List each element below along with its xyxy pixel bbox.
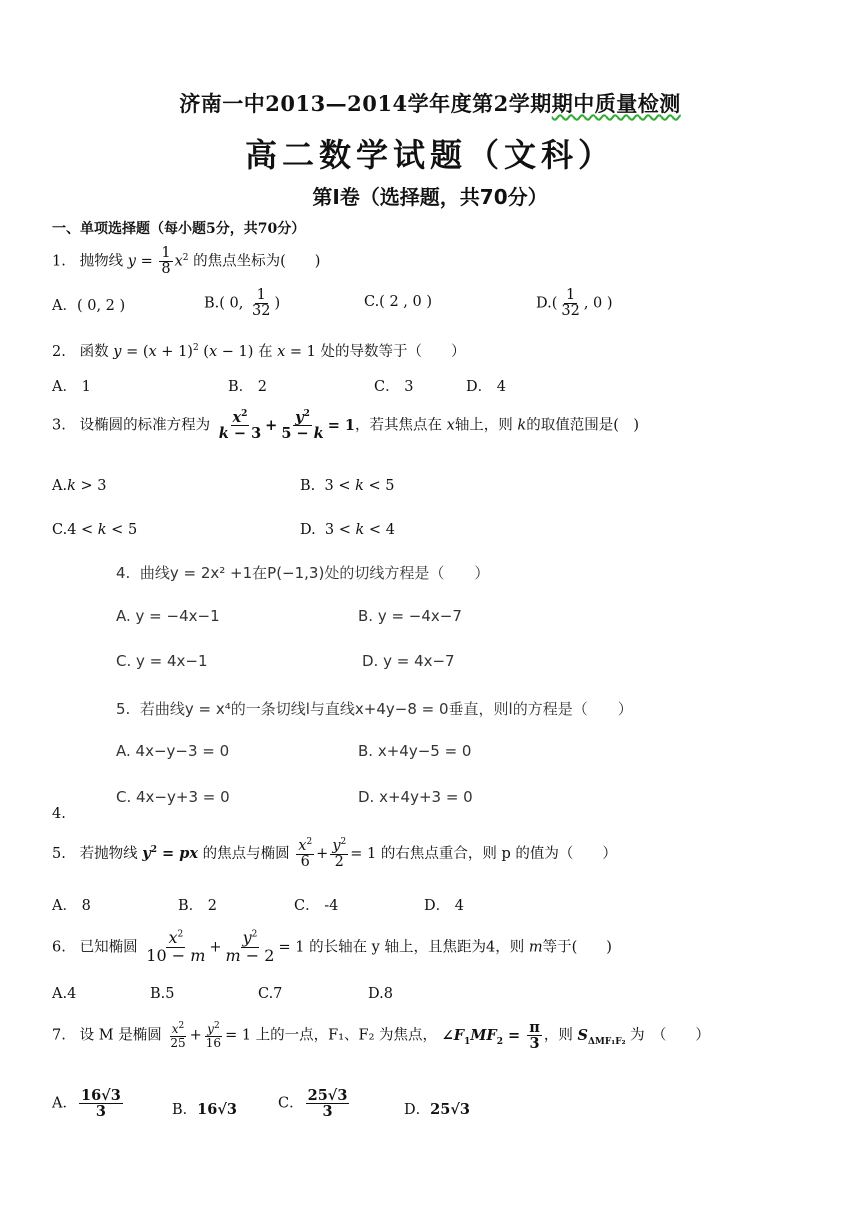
question-5-inserted <box>116 698 633 719</box>
option-a: A． $\frac{16√3}{3}$ <box>52 1087 121 1121</box>
option-d: D. x+4y+3 = 0 <box>358 788 473 806</box>
option-d: D． 4 <box>424 898 464 914</box>
option-c: C. y = 4x−1 <box>116 652 208 670</box>
option-b: B．16√3 <box>172 1101 237 1118</box>
option-c: C． $\frac{25√3}{3}$ <box>278 1087 348 1121</box>
option-c: C.4 < k < 5 <box>52 522 138 538</box>
question-number: 6. <box>52 939 66 956</box>
question-text: 的焦点与椭圆 <box>202 846 290 863</box>
option-a: A. y = −4x−1 <box>116 607 220 625</box>
question-text: 等于( ) <box>542 939 612 956</box>
option-a: A.4 <box>52 986 77 1002</box>
question-text: 函数 <box>79 344 109 360</box>
question-text: 设椭圆的标准方程为 <box>79 417 211 434</box>
question-2: 2. 函数 $y = (x + 1)^2$ (x − 1) 在 x = 1 处的导数等于（ ） <box>52 343 466 360</box>
question-7: 7. 设 M 是椭圆 $\frac{x^2}{25}$ + $\frac{y^2}{16}$ = 1 上的一点，F₁、F₂ 为焦点， $\angle F_1MF_2$ = $\frac{\pi}{3}$ ，则 $S_{\Delta MF_1F_2}$ 为 （ ） <box>52 1019 710 1053</box>
option-b: B． 2 <box>178 898 217 914</box>
question-text: 的取值范围是( ) <box>526 417 640 434</box>
option-a: A.k > 3 <box>52 478 107 494</box>
question-1: 1. 抛物线 y = $\frac{1}{8}$ $x^2$ 的焦点坐标为( ) <box>52 245 321 278</box>
question-text: 曲线y = 2x² +1在P(−1,3)处的切线方程是（ ） <box>139 564 490 582</box>
subject-title: 高二数学试题（文科） <box>244 136 615 174</box>
question-5: 5. 若抛物线 $y^2$ = px 的焦点与椭圆 $\frac{x^2}{6}$ + $\frac{y^2}{2}$ = 1 的右焦点重合，则 p 的值为（ ） <box>52 837 617 871</box>
question-text: 上的一点，F₁、F₂ 为焦点， <box>255 1027 438 1044</box>
question-text: 为 （ ） <box>630 1027 710 1044</box>
question-text: 的焦点坐标为( ) <box>193 253 321 270</box>
option-b: B. 3 < k < 5 <box>300 478 395 494</box>
question-text: 在 <box>258 344 273 360</box>
question-text: ，若其焦点在 <box>355 417 443 434</box>
option-d: D. 3 < k < 4 <box>300 522 395 538</box>
exam-header-title-part1: 济南一中2013—2014学年度第2学期 <box>179 91 552 116</box>
option-d: D． 4 <box>466 379 506 395</box>
question-text: 的右焦点重合，则 p 的值为（ ） <box>380 846 617 863</box>
volume-title: 第Ⅰ卷（选择题，共70分） <box>312 185 548 209</box>
exam-header-title <box>0 88 860 118</box>
question-text: 若曲线y = x⁴的一条切线l与直线x+4y−8 = 0垂直，则l的方程是（ ） <box>139 700 633 718</box>
question-3: 3. 设椭圆的标准方程为 $\frac{x^2}{k - 3}$ + $\frac{y^2}{5 - k}$ = 1，若其焦点在 x轴上，则 k的取值范围是( ) <box>52 409 640 443</box>
option-c: C.( 2 , 0 ) <box>364 294 432 310</box>
question-text: ，则 <box>543 1027 573 1044</box>
option-c: C． -4 <box>294 898 339 914</box>
question-text: 设 M 是椭圆 <box>79 1027 162 1044</box>
question-text: 的长轴在 y 轴上，且焦距为4，则 <box>309 939 525 956</box>
question-4-inserted <box>116 562 489 583</box>
option-b: B.5 <box>150 986 175 1002</box>
question-number: 2. <box>52 344 66 360</box>
option-a: A. 4x−y−3 = 0 <box>116 742 230 760</box>
exam-header-title-part2: 期中质量检测 <box>551 91 681 116</box>
question-number: 3. <box>52 417 66 434</box>
question-text: 轴上，则 <box>454 417 513 434</box>
question-number: 5. <box>52 846 66 863</box>
question-number: 4. <box>116 564 131 582</box>
option-a: A． 1 <box>52 379 91 395</box>
option-c: C. 4x−y+3 = 0 <box>116 788 230 806</box>
question-text: 处的导数等于（ ） <box>320 344 466 360</box>
option-d: D．25√3 <box>404 1101 470 1118</box>
option-c: C． 3 <box>374 379 414 395</box>
question-text: 抛物线 <box>79 253 124 270</box>
question-6: 6. 已知椭圆 $\frac{x^2}{10 - m}$ + $\frac{y^2}{m - 2}$ = 1 的长轴在 y 轴上，且焦距为4，则 m等于( ) <box>52 928 612 965</box>
option-d: D. y = 4x−7 <box>362 652 455 670</box>
option-b: B.( 0, $\frac{1}{32}$ ) <box>204 287 281 320</box>
option-d: D.8 <box>368 986 393 1002</box>
option-a: A． 8 <box>52 898 91 914</box>
question-text: 已知椭圆 <box>79 939 138 956</box>
option-d: D.( $\frac{1}{32}$ , 0 ) <box>536 287 613 320</box>
option-a: A．( 0, 2 ) <box>52 298 126 314</box>
question-text: 若抛物线 <box>79 846 138 863</box>
question-number: 4. <box>52 806 66 822</box>
section-heading: 一、单项选择题（每小题5分，共70分） <box>52 221 306 237</box>
question-number: 5. <box>116 700 131 718</box>
option-c: C.7 <box>258 986 283 1002</box>
option-b: B． 2 <box>228 379 267 395</box>
question-number: 1. <box>52 253 66 270</box>
option-b: B. y = −4x−7 <box>358 607 462 625</box>
option-b: B. x+4y−5 = 0 <box>358 742 472 760</box>
question-number: 7. <box>52 1027 66 1044</box>
